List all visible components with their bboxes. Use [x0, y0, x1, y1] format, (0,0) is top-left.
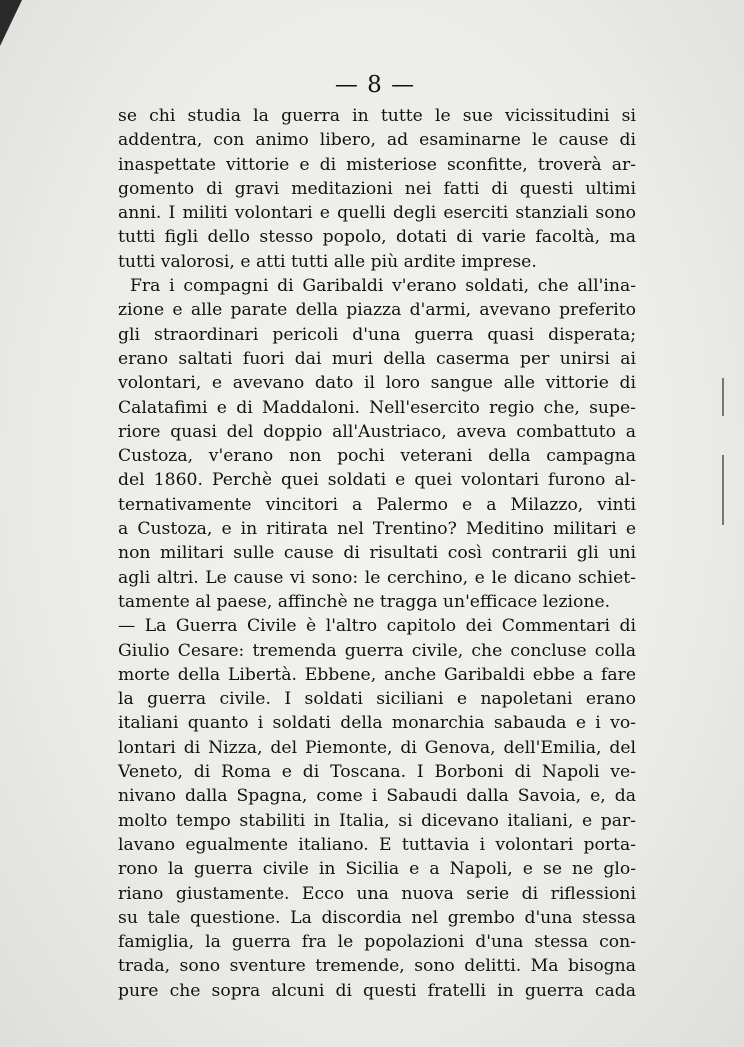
- body-text: [118, 104, 636, 1003]
- text-line: italiani quanto i soldati della monarchia sabauda e i vo-: [118, 713, 636, 734]
- text-line: Custoza, v'erano non pochi veterani della campagna: [118, 446, 636, 467]
- text-line: non militari sulle cause di risultati così contrarii gli uni: [118, 543, 636, 564]
- margin-mark: [722, 455, 724, 525]
- text-line: del 1860. Perchè quei soldati e quei volontari furono al-: [118, 470, 636, 491]
- text-line: molto tempo stabiliti in Italia, si dicevano italiani, e par-: [118, 810, 636, 831]
- text-line: la guerra civile. I soldati siciliani e napoletani erano: [118, 689, 636, 710]
- text-line: trada, sono sventure tremende, sono delitti. Ma bisogna: [118, 956, 636, 977]
- text-line: tutti figli dello stesso popolo, dotati di varie facoltà, ma: [118, 227, 636, 248]
- text-line: anni. I militi volontari e quelli degli eserciti stanziali sono: [118, 203, 636, 224]
- text-line: lontari di Nizza, del Piemonte, di Genova, dell'Emilia, del: [118, 737, 636, 758]
- text-line: Giulio Cesare: tremenda guerra civile, che concluse colla: [118, 640, 636, 661]
- text-line: Veneto, di Roma e di Toscana. I Borboni di Napoli ve-: [118, 762, 636, 783]
- text-line: erano saltati fuori dai muri della caserma per unirsi ai: [118, 348, 636, 369]
- text-line: riano giustamente. Ecco una nuova serie di riflessioni: [118, 883, 636, 904]
- text-line: gli straordinari pericoli d'una guerra quasi disperata;: [118, 324, 636, 345]
- text-line: famiglia, la guerra fra le popolazioni d'una stessa con-: [118, 932, 636, 953]
- text-line: tamente al paese, affinchè ne tragga un'efficace lezione.: [118, 591, 611, 612]
- text-line: pure che sopra alcuni di questi fratelli in guerra cada: [118, 980, 636, 1001]
- page-number: — 8 —: [334, 72, 416, 98]
- text-line: ternativamente vincitori a Palermo e a Milazzo, vinti: [118, 494, 636, 515]
- text-line: agli altri. Le cause vi sono: le cerchino, e le dicano schiet-: [118, 567, 636, 588]
- text-line: inaspettate vittorie e di misteriose sconfitte, troverà ar-: [118, 154, 636, 175]
- margin-mark: [722, 378, 724, 416]
- text-line: lavano egualmente italiano. E tuttavia i volontari porta-: [118, 834, 636, 855]
- text-line: nivano dalla Spagna, come i Sabaudi dalla Savoia, e, da: [118, 786, 636, 807]
- text-line: morte della Libertà. Ebbene, anche Garibaldi ebbe a fare: [118, 664, 636, 685]
- text-line: su tale questione. La discordia nel grembo d'una stessa: [118, 907, 636, 928]
- text-line: tutti valorosi, e atti tutti alle più ardite imprese.: [118, 251, 537, 272]
- text-line: — La Guerra Civile è l'altro capitolo dei Commentari di: [118, 616, 636, 637]
- text-line: riore quasi del doppio all'Austriaco, aveva combattuto a: [118, 421, 636, 442]
- text-line: rono la guerra civile in Sicilia e a Napoli, e se ne glo-: [118, 859, 636, 880]
- text-line: Calatafimi e di Maddaloni. Nell'esercito regio che, supe-: [118, 397, 636, 418]
- text-line: volontari, e avevano dato il loro sangue alle vittorie di: [118, 373, 636, 394]
- text-line: a Custoza, e in ritirata nel Trentino? Meditino militari e: [118, 519, 636, 540]
- text-line: se chi studia la guerra in tutte le sue vicissitudini si: [118, 106, 636, 126]
- dark-corner: [0, 0, 22, 46]
- text-line: addentra, con animo libero, ad esaminarne le cause di: [118, 130, 636, 151]
- text-line: zione e alle parate della piazza d'armi, avevano preferito: [118, 300, 636, 321]
- text-line: gomento di gravi meditazioni nei fatti di questi ultimi: [118, 178, 636, 199]
- text-line: Fra i compagni di Garibaldi v'erano soldati, che all'ina-: [130, 276, 636, 297]
